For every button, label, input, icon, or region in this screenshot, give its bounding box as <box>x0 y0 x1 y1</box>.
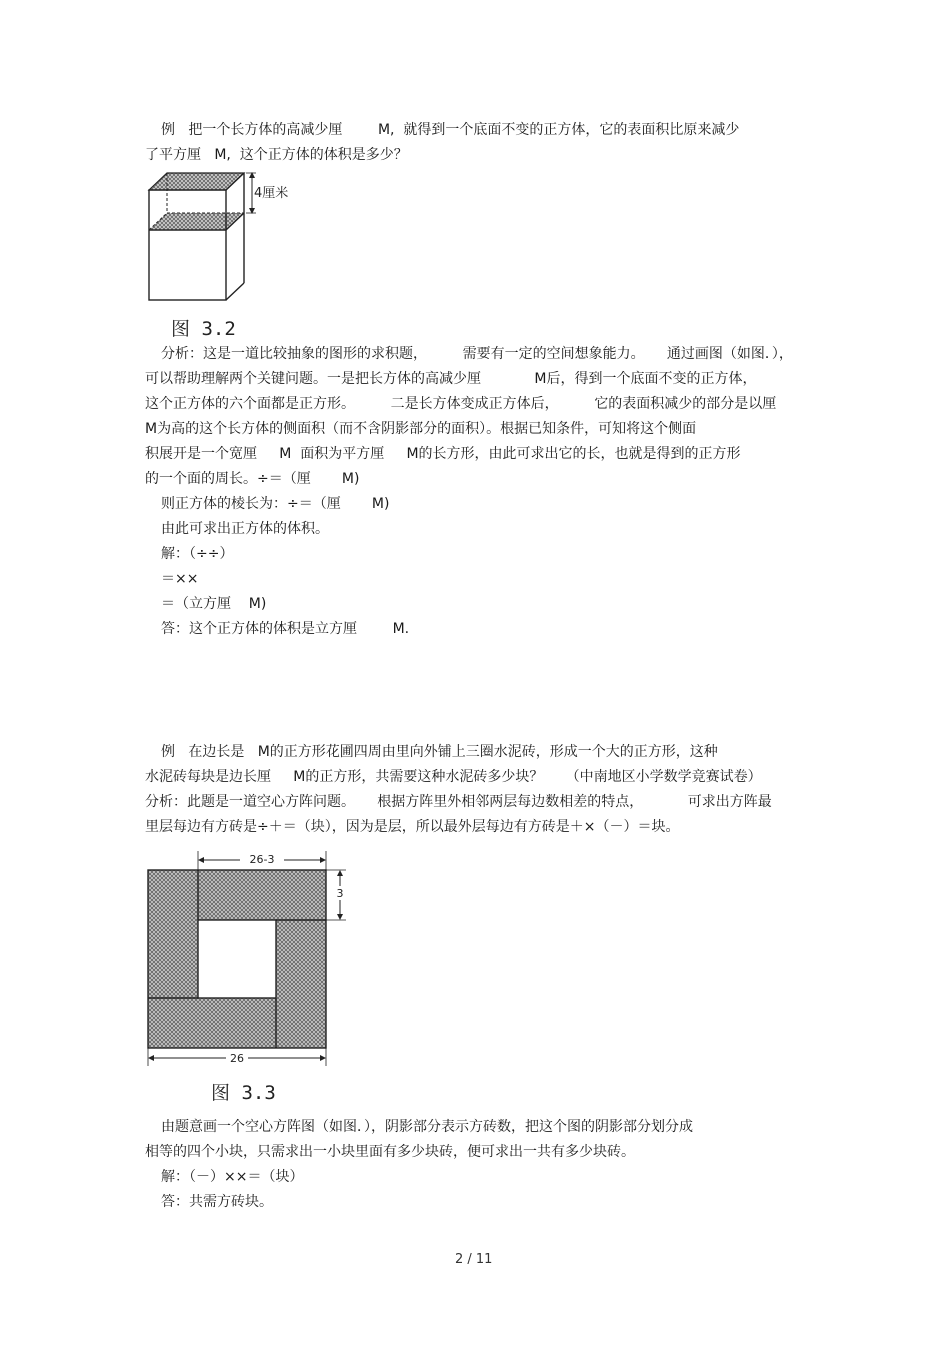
example1-line-2: 了平方厘 M, 这个正方体的体积是多少？ <box>145 147 408 163</box>
analysis-line-5: 积展开是一个宽厘 M 面积为平方厘 M的长方形，由此可求出它的长，也就是得到的正方形 <box>145 446 741 462</box>
solution-line-3: ＝（立方厘 M) <box>161 596 267 612</box>
example2-line-3: 分析：此题是一道空心方阵问题。 根据方阵里外相邻两层每边数相差的特点， 可求出方阵最 <box>145 794 772 810</box>
figure-caption-3-2: 图 3.2 <box>171 318 236 340</box>
example2-line-1: 例 在边长是 M的正方形花圃四周由里向外铺上三圈水泥砖，形成一个大的正方形，这种 <box>161 744 718 760</box>
analysis-line-3: 这个正方体的六个面都是正方形。 二是长方体变成正方体后， 它的表面积减少的部分是以厘 <box>145 396 777 412</box>
analysis-line-8: 由此可求出正方体的体积。 <box>161 521 329 537</box>
top-face <box>149 173 244 190</box>
solution-line-2: ＝×× <box>161 571 199 587</box>
top-dimension-label: 26-3 <box>249 853 275 866</box>
example1-line-1: 例 把一个长方体的高减少厘 M, 就得到一个底面不变的正方体，它的表面积比原来减少 <box>161 122 740 138</box>
page-number: 2 / 11 <box>455 1252 493 1267</box>
example2-answer: 答：共需方砖块。 <box>161 1194 273 1210</box>
height-label: 4厘米 <box>254 186 289 201</box>
analysis-line-2: 可以帮助理解两个关键问题。一是把长方体的高减少厘 M后，得到一个底面不变的正方体， <box>145 371 757 387</box>
hollow-square-figure <box>140 848 360 1073</box>
cuboid-figure <box>140 165 300 307</box>
answer-line: 答：这个正方体的体积是立方厘 M. <box>161 621 410 637</box>
analysis-line-6: 的一个面的周长。÷＝（厘 M) <box>145 471 360 487</box>
figure-caption-3-3: 图 3.3 <box>211 1082 276 1104</box>
example2-after-2: 相等的四个小块，只需求出一小块里面有多少块砖，便可求出一共有多少块砖。 <box>145 1144 635 1160</box>
analysis-line-4: M为高的这个长方体的侧面积（而不含阴影部分的面积）。根据已知条件，可知将这个侧面 <box>145 421 697 437</box>
analysis-line-7: 则正方体的棱长为：÷＝（厘 M) <box>161 496 390 512</box>
example2-solution: 解：（－）××＝（块） <box>161 1169 304 1185</box>
example2-after-1: 由题意画一个空心方阵图（如图．），阴影部分表示方砖数，把这个图的阴影部分划分成 <box>161 1119 693 1135</box>
bottom-dimension-label: 26 <box>230 1052 244 1065</box>
example2-line-4: 里层每边有方砖是÷＋＝（块），因为是层，所以最外层每边有方砖是＋×（－）＝块。 <box>145 819 680 835</box>
analysis-line-1: 分析：这是一道比较抽象的图形的求积题， 需要有一定的空间想象能力。 通过画图（如图．）， <box>161 346 793 362</box>
inner-hollow <box>198 920 276 998</box>
middle-face <box>149 213 244 230</box>
side-dimension-label: 3 <box>336 887 344 900</box>
example2-line-2: 水泥砖每块是边长厘 M的正方形，共需要这种水泥砖多少块？ （中南地区小学数学竞赛试卷） <box>145 769 762 785</box>
solution-line-1: 解：（÷÷） <box>161 546 234 562</box>
